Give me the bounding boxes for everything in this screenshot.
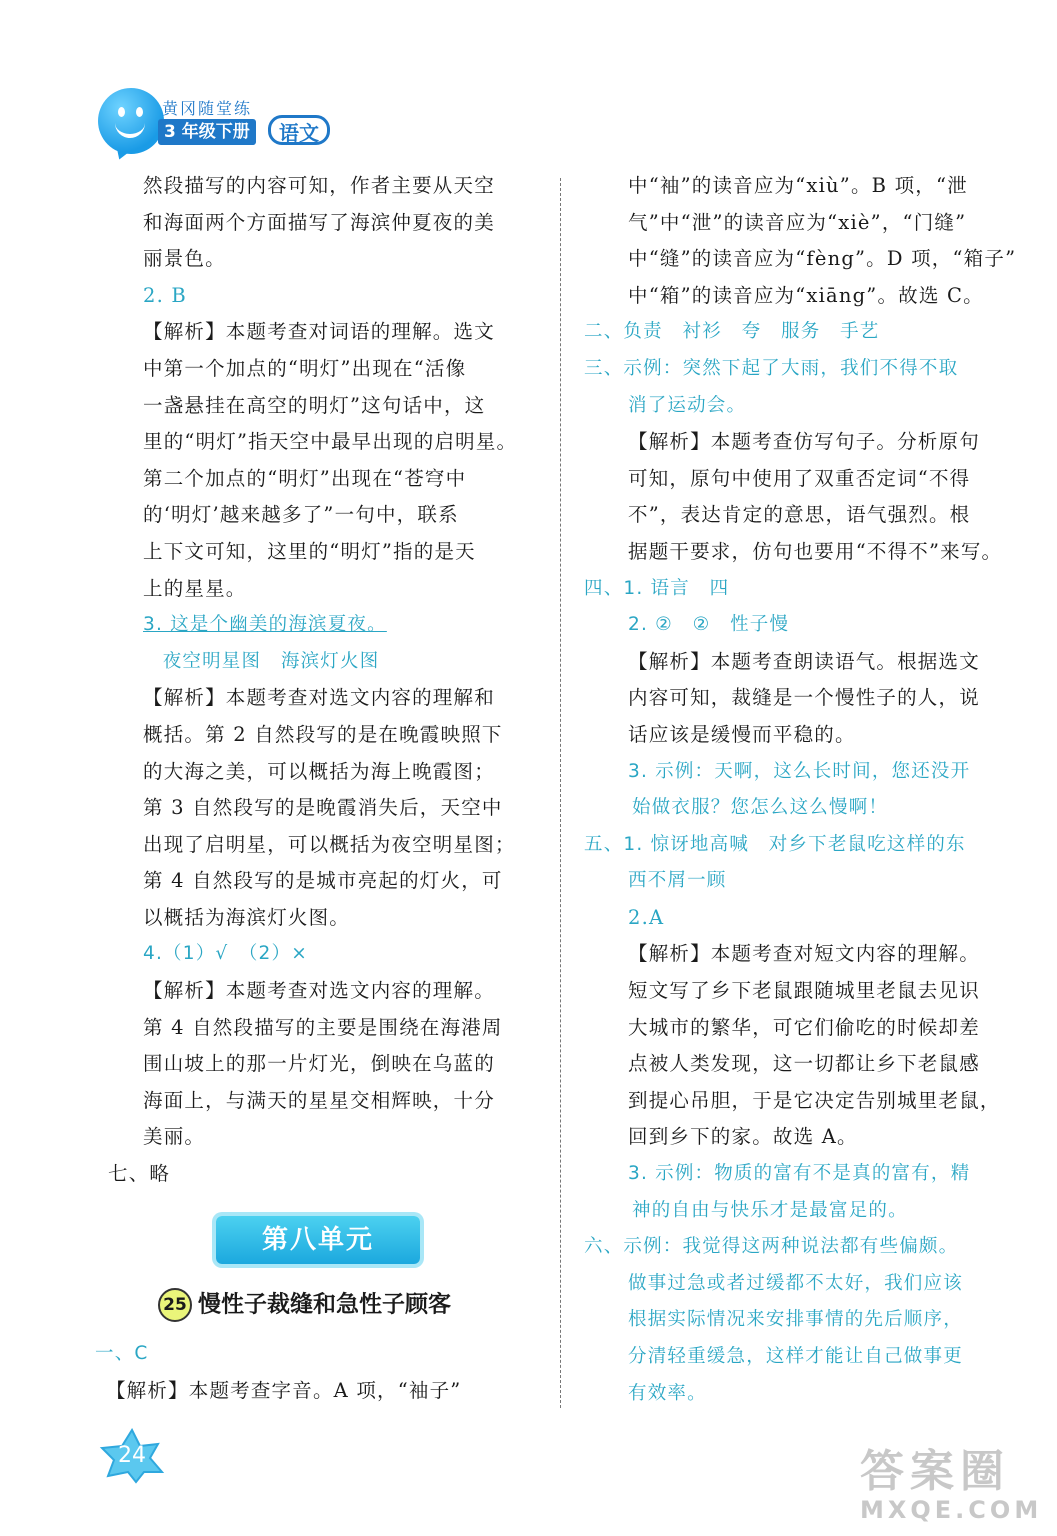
answer-line: 4.（1）√ （2）× — [143, 943, 308, 965]
answer-line: 3. 示例：天啊，这么长时间，您还没开 — [628, 760, 971, 782]
answer-line: 五、1. 惊讶地高喊 对乡下老鼠吃这样的东 — [584, 833, 966, 855]
watermark — [860, 1446, 1043, 1528]
answer-line: 丽景色。 — [143, 247, 226, 271]
answer-line: 【解析】本题考查对选文内容的理解。 — [143, 979, 495, 1003]
answer-line: 【解析】本题考查朗读语气。根据选文 — [628, 649, 980, 673]
answer-line: 里的“明灯”指天空中最早出现的启明星。 — [143, 430, 518, 454]
lesson-title: 慢性子裁缝和急性子顾客 — [198, 1291, 451, 1318]
answer-line: 第 4 自然段写的是城市亮起的灯火，可 — [143, 869, 503, 893]
answer-line: 回到乡下的家。故选 A。 — [628, 1125, 858, 1149]
answer-line: 中第一个加点的“明灯”出现在“活像 — [143, 356, 467, 380]
answer-line: 神的自由与快乐才是最富足的。 — [632, 1199, 908, 1221]
series-logo — [92, 88, 352, 168]
answer-line: 【解析】本题考查对词语的理解。选文 — [143, 320, 495, 344]
answer-line: 【解析】本题考查对短文内容的理解。 — [628, 942, 980, 966]
answer-line: 始做衣服？您怎么这么慢啊！ — [632, 797, 889, 819]
answer-line: 六、示例：我觉得这两种说法都有些偏颇。 — [584, 1236, 959, 1258]
answer-line: 可知，原句中使用了双重否定词“不得 — [628, 466, 971, 490]
answer-line: 七、略 — [108, 1162, 171, 1186]
watermark-top: 答案圈 — [860, 1446, 1010, 1497]
answer-line: 然段描写的内容可知，作者主要从天空 — [143, 174, 495, 197]
answer-line: 三、示例：突然下起了大雨，我们不得不取 — [584, 357, 959, 379]
answer-line: 概括。第 2 自然段写的是在晚霞映照下 — [143, 722, 503, 746]
answer-line: 出现了启明星，可以概括为夜空明星图； — [143, 832, 516, 856]
answer-line: 内容可知，裁缝是一个慢性子的人，说 — [628, 686, 980, 710]
answer-line: 【解析】本题考查仿写句子。分析原句 — [628, 430, 980, 454]
answer-line: 【解析】本题考查字音。A 项，“袖子” — [95, 1378, 462, 1402]
answer-line: 2.A — [628, 905, 665, 929]
answer-line: 气”中“泄”的读音应为“xiè”，“门缝” — [628, 210, 967, 234]
answer-line: 不”，表达肯定的意思，语气强烈。根 — [628, 503, 971, 527]
answer-line: 【解析】本题考查对选文内容的理解和 — [143, 686, 495, 710]
answer-line: 大城市的繁华，可它们偷吃的时候却差 — [628, 1015, 980, 1039]
answer-line: 海面上，与满天的星星交相辉映，十分 — [143, 1088, 495, 1112]
answer-line: 夜空明星图 海滨灯火图 — [143, 650, 380, 672]
grade-label: 3 年级下册 — [158, 119, 256, 145]
answer-line: 四、1. 语言 四 — [584, 577, 730, 599]
unit-banner: 第八单元 — [216, 1216, 420, 1264]
answer-line: 做事过急或者过缓都不太好，我们应该 — [628, 1272, 963, 1294]
answer-line: 中“箱”的读音应为“xiāng”。故选 C。 — [628, 283, 984, 307]
answer-line: 中“袖”的读音应为“xiù”。B 项，“泄 — [628, 174, 968, 197]
lesson-number: 25 — [158, 1288, 192, 1322]
answer-line: 3. 示例：物质的富有不是真的富有，精 — [628, 1163, 971, 1185]
answer-line: 一、C — [95, 1343, 149, 1364]
series-name: 黄冈随堂练 — [162, 99, 253, 118]
answer-line: 以概括为海滨灯火图。 — [143, 905, 351, 929]
answer-line: 短文写了乡下老鼠跟随城里老鼠去见识 — [628, 979, 980, 1003]
answer-line: 话应该是缓慢而平稳的。 — [628, 722, 856, 746]
answer-line: 点被人类发现，这一切都让乡下老鼠感 — [628, 1052, 980, 1076]
answer-line: 分清轻重缓急，这样才能让自己做事更 — [628, 1346, 963, 1367]
answer-line: 西不屑一顾 — [628, 870, 727, 892]
answer-line: 上下文可知，这里的“明灯”指的是天 — [143, 539, 476, 563]
answer-line: 第 3 自然段写的是晚霞消失后，天空中 — [143, 796, 503, 820]
answer-line: 的大海之美，可以概括为海上晚霞图； — [143, 759, 495, 783]
answer-line: 美丽。 — [143, 1125, 206, 1149]
subject-label: 语文 — [268, 115, 330, 145]
answer-line: 有效率。 — [628, 1382, 707, 1404]
answer-line: 据题干要求，仿句也要用“不得不”来写。 — [628, 539, 1003, 563]
answer-line: 3. 这是个幽美的海滨夏夜。 — [143, 614, 387, 636]
watermark-bottom: MXQE.COM — [860, 1496, 1043, 1524]
answer-line: 消了运动会。 — [628, 394, 747, 416]
right-column — [584, 168, 1029, 1412]
answer-line: 围山坡上的那一片灯光，倒映在乌蓝的 — [143, 1052, 495, 1076]
answer-line: 到提心吊胆，于是它决定告别城里老鼠， — [628, 1088, 1001, 1112]
answer-line: 中“缝”的读音应为“fèng”。D 项，“箱子” — [628, 247, 1017, 271]
left-bottom-answers — [95, 1336, 545, 1409]
page-number: 24 — [118, 1443, 146, 1468]
answer-line: 根据实际情况来安排事情的先后顺序， — [628, 1309, 963, 1331]
answer-line: 二、负责 衬衫 夸 服务 手艺 — [584, 321, 880, 343]
answer-line: 一盏悬挂在高空的明灯”这句话中，这 — [143, 393, 486, 417]
page-number-badge — [96, 1428, 168, 1484]
answer-line: 第二个加点的“明灯”出现在“苍穹中 — [143, 466, 467, 490]
answer-line: 2. B — [143, 283, 187, 307]
left-column — [108, 168, 538, 1193]
smiley-icon — [98, 88, 164, 154]
answer-line: 上的星星。 — [143, 576, 247, 600]
answer-line: 和海面两个方面描写了海滨仲夏夜的美 — [143, 210, 495, 234]
answer-line: 的‘明灯’越来越多了”一句中，联系 — [143, 503, 459, 527]
answer-line: 第 4 自然段描写的主要是围绕在海港周 — [143, 1015, 503, 1039]
lesson-heading — [158, 1284, 451, 1324]
column-divider — [560, 178, 561, 1408]
answer-line: 2. ② ② 性子慢 — [628, 614, 790, 636]
